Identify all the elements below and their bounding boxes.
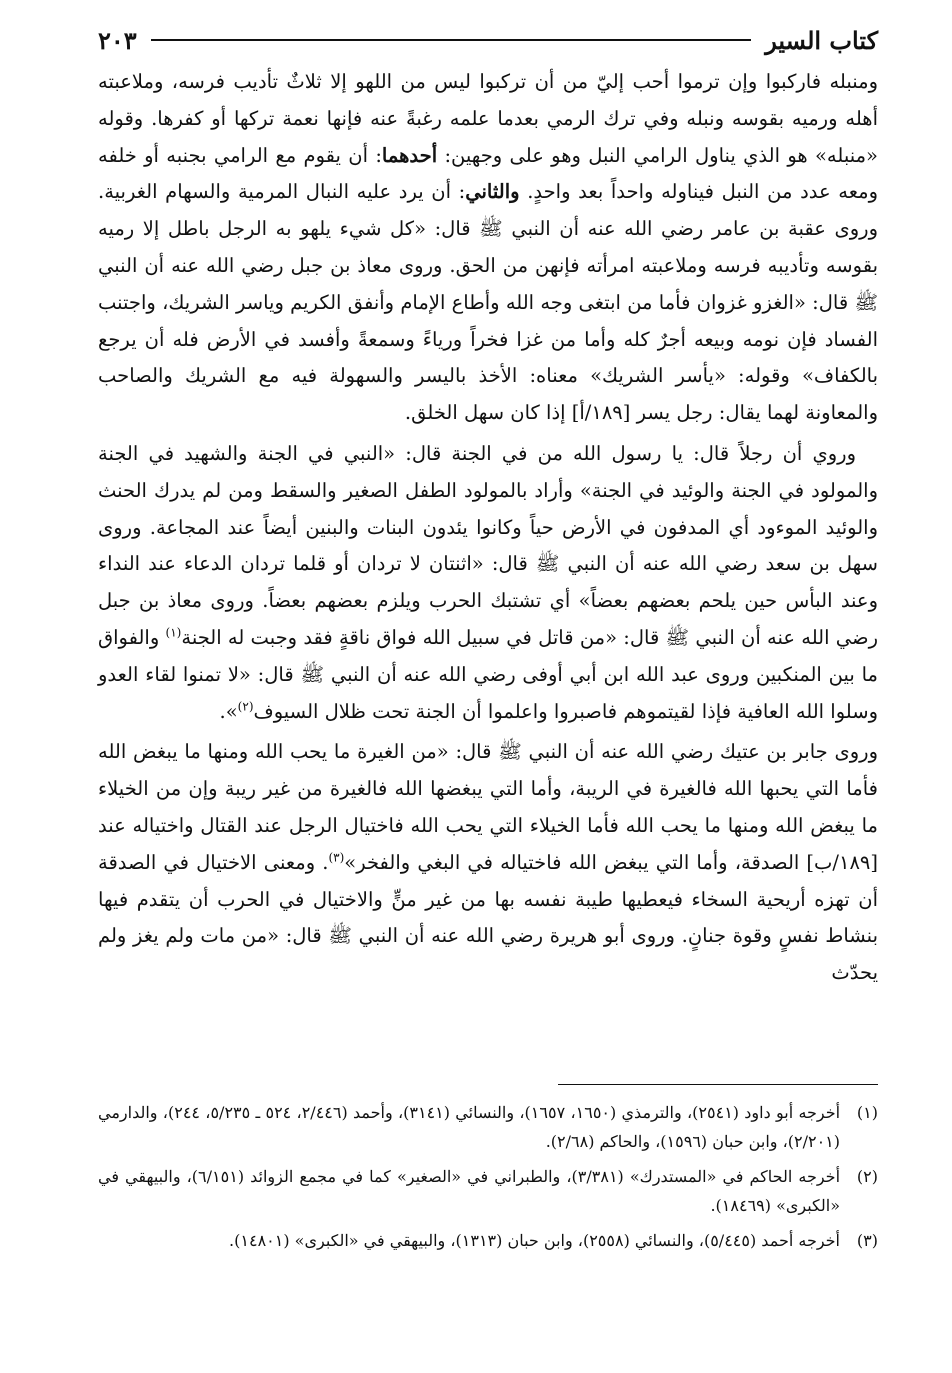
header-rule (151, 39, 752, 41)
footnote-number: (٣) (856, 1231, 878, 1250)
main-text (98, 64, 878, 992)
footnote-number: (١) (856, 1103, 878, 1122)
paragraph-1-text-2: : أن يقوم مع الرامي بجنبه أو خلفه ومعه عدد من النبل فيناوله واحداً بعد واحدٍ. (98, 143, 878, 204)
footnotes (98, 1098, 878, 1261)
term-first: أحدهما (381, 143, 438, 167)
footnote-ref-2[interactable]: (٢) (237, 699, 254, 714)
paragraph-3-text-1: وروى جابر بن عتيك رضي الله عنه أن النبي ﷺ قال: «من الغيرة ما يحب الله ومنها ما يبغض الله فأما التي يحبها الله فالغيرة في الريبة، وأما التي يبغضها الله فالغيرة من غير ريبة وإن من الخيلاء ما يبغض الله ومنها ما يحب الله فأما الخيلاء التي يحب الله فاختيال الرجل عند القتال واختياله عند [١٨٩/ب] الصدقة، وأما التي يبغض الله فاختياله في البغي والفخر» (98, 740, 878, 874)
page-header (98, 18, 878, 62)
paragraph-1 (98, 64, 878, 432)
footnote-ref-1[interactable]: (١) (165, 625, 182, 640)
footnote-1 (98, 1098, 878, 1156)
paragraph-1-text-3: : أن يرد عليه النبال المرمية والسهام الغربية. وروى عقبة بن عامر رضي الله عنه أن النبي ﷺ قال: «كل شيء يلهو به الرجل باطل إلا رميه بقوسه وتأديبه فرسه وملاعبته امرأته فإنهن من الحق. وروى معاذ بن جبل رضي الله عنه أن النبي ﷺ قال: «الغزو غزوان فأما من ابتغى وجه الله وأطاع الإمام وأنفق الكريم وياسر الشريك، واجتنب الفساد فإن نومه وبيعه أجرٌ كله وأما من غزا فخراً ورياءً وسمعةً وأفسد في الأرض فله أن يرجع بالكفاف» وقوله: «يأسر الشريك» معناه: الأخذ باليسر والسهولة فيه مع الشريك والصاحب والمعاونة لهما يقال: رجل يسر [١٨٩/أ] إذا كان سهل الخلق. (98, 180, 878, 425)
footnote-separator (558, 1084, 878, 1085)
paragraph-2-text-1: وروي أن رجلاً قال: يا رسول الله من في الجنة قال: «النبي في الجنة والشهيد في الجنة والمولود في الجنة والوئيد في الجنة» وأراد بالمولود الطفل الصغير والسقط ومن لم يدرك الحنث والوئيد الموءود أي المدفون في الأرض حياً وكانوا يئدون البنات والبنين أيضاً عند المجاعة. وروى سهل بن سعد رضي الله عنه أن النبي ﷺ قال: «اثنتان لا تردان أو قلما تردان الدعاء عند النداء وعند البأس حين يلحم بعضهم بعضاً» أي تشتبك الحرب ويلزم بعضهم بعضاً. وروى معاذ بن جبل رضي الله عنه أن النبي ﷺ قال: «من قاتل في سبيل الله فواق ناقةٍ فقد وجبت له الجنة (98, 441, 879, 649)
footnote-text: أخرجه أحمد (٥/٤٤٥)، والنسائي (٢٥٥٨)، وابن حبان (١٣١٣)، والبيهقي في «الكبرى» (١٤٨٠١). (229, 1231, 840, 1250)
book-title: كتاب السير (765, 25, 878, 55)
paragraph-2-text-2: والفواق ما بين المنكبين وروى عبد الله ابن أبي أوفى رضي الله عنه أن النبي ﷺ قال: «لا تمنوا لقاء العدو وسلوا الله العافية فإذا لقيتموهم فاصبروا واعلموا أن الجنة تحت ظلال السيوف (98, 625, 878, 723)
footnote-ref-3[interactable]: (٣) (328, 850, 345, 865)
paragraph-1-text-1: ومنبله فاركبوا وإن ترموا أحب إليّ من أن تركبوا ليس من اللهو إلا ثلاثٌ تأديب فرسه، وملاعبته أهله ورميه بقوسه ونبله وفي ترك الرمي بعدما علمه رغبةً عنه فإنها نعمة تركها أو كفرها. وقوله «منبله» هو الذي يناول الرامي النبل وهو على وجهين: (98, 70, 878, 167)
book-page (98, 18, 878, 1348)
paragraph-3-text-2: . ومعنى الاختيال في الصدقة أن تهزه أريحية السخاء فيعطيها طيبة نفسه بها من غير منٍّ والاختيال في الحرب أن يتقدم فيها بنشاط نفسٍ وقوة جنانٍ. وروى أبو هريرة رضي الله عنه أن النبي ﷺ قال: «من مات ولم يغز ولم يحدّث (98, 850, 878, 985)
footnote-text: أخرجه أبو داود (٢٥٤١)، والترمذي (١٦٥٠، ١٦٥٧)، والنسائي (٣١٤١)، وأحمد (٢/٤٤٦، ٥٢٤ ـ ٥/٢٣٥، ٢٤٤)، والدارمي (٢/٢٠١)، وابن حبان (١٥٩٦)، والحاكم (٢/٦٨). (98, 1103, 841, 1151)
footnote-text: أخرجه الحاكم في «المستدرك» (٣/٣٨١)، والطبراني في «الصغير» كما في مجمع الزوائد (٦/١٥١)، والبيهقي في «الكبرى» (١٨٤٦٩). (98, 1167, 841, 1215)
footnote-number: (٢) (856, 1167, 878, 1186)
paragraph-2 (98, 436, 878, 730)
paragraph-3 (98, 734, 878, 992)
paragraph-2-text-3: ». (219, 699, 238, 723)
footnote-2 (98, 1162, 878, 1220)
page-number: ٢٠٣ (98, 25, 137, 55)
footnote-3 (98, 1226, 878, 1255)
term-second: والثاني (465, 180, 520, 204)
